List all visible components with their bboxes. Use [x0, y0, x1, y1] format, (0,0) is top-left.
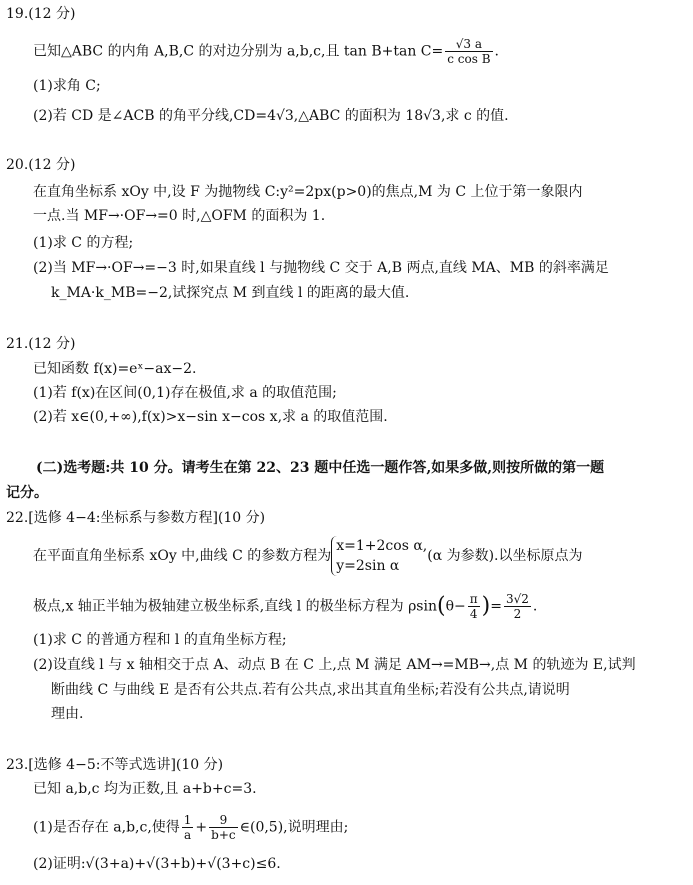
q22-stem-text-end: (α 为参数).以坐标原点为: [427, 548, 583, 564]
q22-stem-line2: [33, 592, 537, 621]
q22-theta: θ−: [445, 598, 466, 615]
q22-part2-line1: (2)设直线 l 与 x 轴相交于点 A、动点 B 在 C 上,点 M 满足 AM→=MB→,点 M 的轨迹为 E,试判: [33, 657, 636, 673]
q19-frac-numerator: √3 a: [445, 37, 492, 52]
q19-stem: [33, 37, 499, 66]
q22-header: 22.[选修 4−4:坐标系与参数方程](10 分): [6, 510, 266, 526]
q21-part1: (1)若 f(x)在区间(0,1)存在极值,求 a 的取值范围;: [33, 385, 337, 401]
q20-part2-line1: (2)当 MF→·OF→=−3 时,如果直线 l 与抛物线 C 交于 A,B 两点,直线 MA、MB 的斜率满足: [33, 260, 609, 276]
q19-stem-text: 已知△ABC 的内角 A,B,C 的对边分别为 a,b,c,且 tan B+tan C=: [33, 43, 444, 60]
q20-header: 20.(12 分): [6, 157, 76, 173]
q23-f2-denominator: b+c: [211, 828, 236, 842]
q19-frac-denominator: c cos B: [447, 52, 491, 66]
q23-header: 23.[选修 4−5:不等式选讲](10 分): [6, 757, 224, 773]
q19-part2: (2)若 CD 是∠ACB 的角平分线,CD=4√3,△ABC 的面积为 18√3,求 c 的值.: [33, 108, 509, 124]
q23-plus: +: [195, 819, 208, 836]
q22-part2-line2: 断曲线 C 与曲线 E 是否有公共点.若有公共点,求出其直角坐标;若没有公共点,请说明: [51, 682, 570, 698]
q22-equals: =: [490, 598, 502, 615]
q23-part1: [33, 813, 348, 842]
q22-pi-denominator: 4: [469, 607, 478, 621]
q23-f1-denominator: a: [184, 828, 192, 842]
q19-fraction: [445, 37, 492, 66]
q23-fraction-2: [209, 813, 237, 842]
q22-pi-fraction: [468, 592, 480, 621]
q20-part2-line2: k_MA·k_MB=−2,试探究点 M 到直线 l 的距离的最大值.: [51, 285, 410, 301]
q23-part1-text: (1)是否存在 a,b,c,使得: [33, 819, 180, 836]
q21-header: 21.(12 分): [6, 336, 76, 352]
q22-stem-line1: [33, 536, 583, 576]
q19-header: 19.(12 分): [6, 6, 76, 22]
q23-part1-end: ∈(0,5),说明理由;: [239, 819, 349, 836]
q22-line2-end: .: [532, 598, 538, 615]
q22-parametric-system: [331, 536, 427, 576]
section-elective-line1: (二)选考题:共 10 分。请考生在第 22、23 题中任选一题作答,如果多做,则按所做的第一题: [36, 460, 605, 476]
q22-system-eq1: x=1+2cos α,: [336, 538, 428, 554]
q21-part2: (2)若 x∈(0,+∞),f(x)>x−sin x−cos x,求 a 的取值范围.: [33, 409, 388, 425]
q23-part2: (2)证明:√(3+a)+√(3+b)+√(3+c)≤6.: [33, 856, 281, 872]
q23-f1-numerator: 1: [183, 813, 192, 827]
q20-stem-line2: 一点.当 MF→·OF→=0 时,△OFM 的面积为 1.: [33, 208, 326, 224]
q22-polar-text: 极点,x 轴正半轴为极轴建立极坐标系,直线 l 的极坐标方程为 ρsin: [33, 598, 437, 615]
section-elective-line2: 记分。: [6, 485, 48, 501]
q22-rhs-denominator: 2: [513, 607, 522, 621]
q22-rhs-fraction: [504, 592, 531, 621]
q22-part1: (1)求 C 的普通方程和 l 的直角坐标方程;: [33, 632, 287, 648]
q23-fraction-1: [182, 813, 194, 842]
q22-system-eq2: y=2sin α: [336, 558, 400, 574]
right-paren: ): [481, 593, 491, 619]
q21-stem: 已知函数 f(x)=eˣ−ax−2.: [33, 361, 197, 377]
q19-part1: (1)求角 C;: [33, 78, 101, 94]
q22-stem-text: 在平面直角坐标系 xOy 中,曲线 C 的参数方程为: [33, 548, 332, 564]
q23-stem: 已知 a,b,c 均为正数,且 a+b+c=3.: [33, 781, 257, 797]
q22-rhs-numerator: 3√2: [505, 592, 529, 606]
q22-part2-line3: 理由.: [51, 706, 84, 722]
q20-stem-line1: 在直角坐标系 xOy 中,设 F 为抛物线 C:y²=2px(p>0)的焦点,M 为 C 上位于第一象限内: [33, 184, 583, 200]
q22-pi-numerator: π: [469, 592, 478, 606]
q23-f2-numerator: 9: [209, 813, 237, 828]
q19-stem-end: .: [494, 43, 499, 60]
left-paren: (: [436, 593, 446, 619]
q20-part1: (1)求 C 的方程;: [33, 235, 134, 251]
